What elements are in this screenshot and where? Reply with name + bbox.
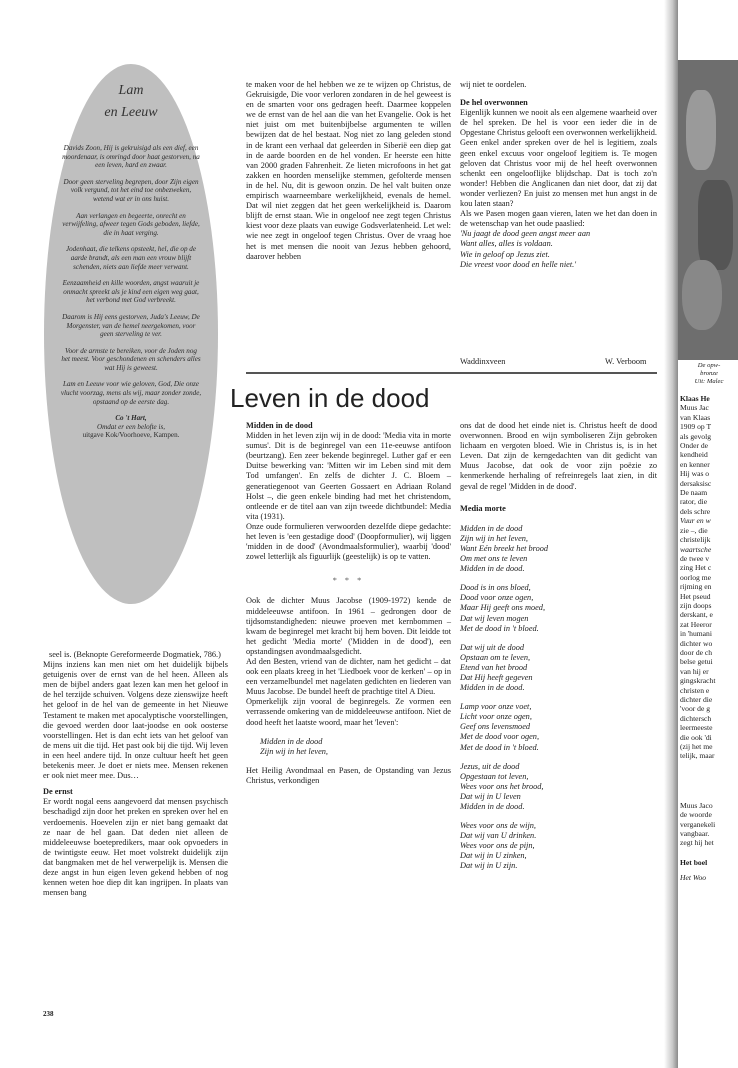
sculpture-photo	[678, 60, 738, 360]
subheading: De hel overwonnen	[460, 98, 528, 108]
signature-author: W. Verboom	[605, 357, 647, 366]
column-3-lower-text	[460, 421, 657, 881]
paragraph: Eigenlijk kunnen we nooit als een algemene waarheid over de hel spreken. De hel is voor een ieder die in de Opgestane Christus gelooft een overwonnen werkelijkheid. Geen enkel ander spreken over de hel is legitiem, zoals geen enkel excuus voor ongeloof legitiem is. Te mogen geloven dat Christus voor mij de hel heeft overwonnen schenkt een ongelooflijke blijdschap. Dat is toch zo'n wonder! Hebben die Anglicanen dan niet door, dat zij dat wonder verliezen? En juist zo mensen met hun angst in de kou laten staan?	[460, 108, 657, 209]
subheading: Klaas He	[680, 394, 710, 403]
paragraph: Mijns inziens kan men niet om het duidelijk bijbels getuigenis over de ernst van de hel heen. Alleen als men de bijbel anders gaat lezen kan men het geloof in de hel terzijde schuiven. Volgens deze zienswijze heeft het geloof in de hel van de gemeente in het Nieuwe Testament te maken met apocalyptische voorstellingen, die gevoed werden door laat-joodse en ook oosterse voorstellingen. Het is dan echt iets van het geloof van de mens uit die tijd. Het past ook bij die tijd. Wij leven in een heel andere tijd. In onze cultuur heeft het geen betekenis meer. Je doet er niets mee. Mensen rekenen er ook niet meer mee. Dus…	[43, 660, 228, 781]
subheading: Het boel	[680, 857, 708, 867]
paragraph: Midden in het leven zijn wij in de dood: 'Media vita in morte sumus'. Dit is de beginregel van een 11e-eeuwse antifoon (beurtzang). Een zeer bekende beginregel. Luther gaf er een Duitse bewerking van: 'Mitten wir im Leben sind mit dem Tod umfangen'. En zelfs de dichter J. C. Bloem – generatiegenoot van Geerten Gossaert en Adriaan Roland Holst –, die geen enkele binding had met het christendom, ontleende er de titel aan van zijn tweede dichtbundel: Media vita (1931).	[246, 431, 451, 521]
column-3-text	[460, 80, 657, 270]
quote: 'Nu jaagt de dood geen angst meer aan Want alles, alles is voldaan. Wie in geloof op Jezus ziet. Die vreest voor dood en helle niet.'	[460, 229, 591, 269]
subheading: Media morte	[460, 503, 506, 513]
subheading: De ernst	[43, 787, 73, 797]
poem-stanza: Lam en Leeuw voor wie geloven, God, Die onze vlucht voorzag, mens als wij, maar zonder zonde, opstaand op de eerste dag.	[60, 380, 202, 406]
paragraph: Er wordt nogal eens aangevoerd dat mensen psychisch beschadigd zijn door het preken en spreken over hel en verdoemenis. Hoevelen zijn er niet bang gemaakt dat ze naar de hel gaan. Dat deden niet alleen de middeleeuwse boetepredikers, maar ook opvoeders in de twintigste eeuw. Het moet volstrekt duidelijk zijn dat bangmaken met de hel verwerpelijk is. Mensen die deze angst in hun eigen leven gekend hebben of nog kennen weten hoe diep dit kan ingrijpen. In plaats van mensen bang	[43, 797, 228, 898]
column-1-text	[43, 650, 228, 898]
poem-stanza: Eenzaamheid en kille woorden, angst waaruit je onmacht spreekt als je kind een eigen weg gaat, het verbond met God verbreekt.	[62, 279, 200, 305]
paragraph: Als we Pasen mogen gaan vieren, laten we het dan doen in de wetenschap van het oude paaslied:	[460, 209, 657, 229]
paragraph: wij niet te oordelen.	[460, 80, 527, 89]
paragraph: te maken voor de hel hebben we ze te wijzen op Christus, de Gekruisigde, Die voor verloren zondaren in de hel geweest is en de smarten voor ons gedragen heeft. Daarmee koppelen we de ernst van de hel aan die van het Evangelie. Ook is het niet juist om met buitenbijbelse argumenten te willen bewijzen dat de hel bestaat. Nog niet zo lang geleden stond in de krant een verhaal dat geleerden in Siberië een diep gat in de aarde boorden en de hel vonden. Er heerste een hitte van 2000 graden Fahrenheit. Ze lieten microfoons in het gat zakken en hoorden menselijke stemmen, gefolterde mensen in de hel. Nu, dit is gewoon onzin. De hel valt buiten onze empirisch waarneembare werkelijkheid, evenals de hemel. Dat wil niet zeggen dat het geen werkelijkheid is. Daarom blijft de ernst staan. Wie in ongeloof nee zegt tegen Christus kiest voor deze plaats van euwige Godsverlatenheid. Let wel: wie nee zegt in ongeloof tegen Christus. Over de vraag hoe het is met mensen die nooit van Jezus hebben gehoord, daarover hebben	[246, 80, 451, 261]
poem-stanza: Lamp voor onze voet, Licht voor onze ogen, Geef ons levensmoed Met de dood voor ogen, Met de dood in 't bloed.	[460, 702, 540, 752]
poem-stanza: Dood is in ons bloed, Dood voor onze ogen, Maar Hij geeft ons moed, Dat wij leven mogen Met de dood in 't bloed.	[460, 583, 546, 633]
cutoff-lines: Muus Jac van Klaas 1909 op T als gevolg Onder de kendheid en kenner Hij was o dersaksisc De naam rator, die dels schre Vuur en w zie –, die christelijk waartsche de twee v zing Het c oorlog me rijming en Het pseud zijn doops derskant, e zat Heeror in 'humani dichter wo door de ch belse getui van hij er gingskracht christen e dichter die 'voor de g dichtersch leermeeste die ook 'di (zij het me telijk, maar	[680, 403, 716, 761]
article-title: Leven in de dood	[230, 383, 430, 413]
poem-stanza: Midden in de dood Zijn wij in het leven, Want Eén breekt het brood Om met ons te leven Midden in de dood.	[460, 523, 549, 574]
paragraph: Het Heilig Avondmaal en Pasen, de Opstanding van Jezus Christus, verkondigen	[246, 765, 451, 785]
poem-lam-en-leeuw	[60, 80, 202, 600]
paragraph: ons dat de dood het einde niet is. Christus heeft de dood overwonnen. Brood en wijn symboliseren Zijn gebroken lichaam en vergoten bloed. Wie in Christus is, is in het Leven. Dat zijn de kerngedachten van dit gedicht van Muus Jacobse, dat ook de voor zijn poëzie zo kenmerkende herhaling of refreinregels laat zien, in dit geval de regel 'Midden in de dood'.	[460, 421, 657, 491]
poem-stanza: Aan verlangen en begeerte, onrecht en verwijfeling, afweer tegen Gods geboden, liefde, die in haat verging.	[62, 211, 200, 237]
cutoff-lines-2: Muus Jaco de woorde verganekeli vangbaar. zegt hij het	[680, 800, 716, 848]
photo-caption: De opw- bronze Uit: Malec	[694, 362, 724, 385]
section-break: * * *	[332, 576, 365, 586]
page-gutter	[664, 0, 678, 1068]
right-column-cutoff: De opw- bronze Uit: Malec Klaas He Muus Jac van Klaas 1909 op T als gevolg Onder de kendheid en kenner Hij was o dersaksisc De naam rator, die dels schre Vuur en w zie –, die christelijk waartsche de twee v zing Het c oorlog me rijming en Het pseud zijn doops derskant, e zat Heeror in 'humani dichter wo door de ch belse getui van hij er gingskracht christen e dichter die 'voor de g dichtersch leermeeste die ook 'di (zij het me telijk, maar Muus Jaco de woorde verganekeli vangbaar. zegt hij het Het boel Het Woo	[680, 362, 738, 883]
poem-stanza: Door geen sterveling begrepen, door Zijn eigen volk vergund, tot het eind toe onbezweken, wetend wat er in ons huist.	[63, 177, 199, 203]
paragraph: Onze oude formulieren verwoorden dezelfde diepe gedachte: het leven is 'een gestadige dood' (Doopformulier), wij liggen 'midden in de dood' (Avondmaalsformulier), waarbij 'dood' zowel letterlijk als figuurlijk (geestelijk) is op te vatten.	[246, 521, 451, 562]
paragraph: Ad den Besten, vriend van de dichter, nam het gedicht – dat ook een plaats kreeg in het 'Liedboek voor de kerken' – op in een verzamelbundel met nagelaten gedichten en liederen van Muus Jacobse. De bundel heeft de prachtige titel A Dieu.	[246, 656, 451, 697]
column-2-lower-text	[246, 421, 451, 786]
page-number: 238	[43, 1010, 54, 1018]
poem-stanza: Jezus, uit de dood Opgestaan tot leven, Wees voor ons het brood, Dat wij in U leven Midden in de dood.	[460, 761, 544, 811]
poem-stanza: Dat wij uit de dood Opstaan om te leven, Etend van het brood Dat Hij heeft gegeven Midden in de dood.	[460, 642, 533, 693]
poem-credit: Co 't Hart, Omdat er een belofte is, uitgave Kok/Voorhoeve, Kampen.	[82, 414, 180, 440]
paragraph: seel is. (Beknopte Gereformeerde Dogmatiek, 786.)	[49, 650, 221, 659]
poem-stanza: Daarom is Hij eens gestorven, Juda's Leeuw, De Morgenster, van de hemel neergekomen, voor geen sterveling te ver.	[62, 312, 200, 339]
article-divider	[246, 372, 657, 374]
paragraph: Opmerkelijk zijn vooral de beginregels. Ze vormen een verrassende omkering van de middeleeuwse antifoon. Niet de dood heeft het laatste woord, maar het 'leven':	[246, 697, 451, 727]
poem-stanza: Davids Zoon, Hij is gekruisigd als een dief, een moordenaar, is omringd door haat gestorven, na een leven, hard en zwaar.	[62, 144, 200, 170]
poem-stanza: Jodenhaat, die telkens opsteekt, hel, die op de aarde brandt, als een man een vrouw blijft schenden, niets aan liefde meer verwant.	[65, 245, 196, 271]
paragraph: Ook de dichter Muus Jacobse (1909-1972) kende de middeleeuwse antifoon. In 1961 – gedrongen door de tijdsomstandigheden: nieuwe proeven met kernbommen – kwam de beginregel met kracht bij hem boven. Dit leidde tot het gedicht 'Media morte' ('Midden in de dood'), een opstandingsen avondmaalsgedicht.	[246, 596, 451, 656]
signature-place: Waddinxveen	[460, 357, 506, 366]
column-2-text	[246, 80, 451, 262]
poem-stanza: Voor de armste te bereiken, voor de Joden nog het meest. Voor geschondenen en schenders alles wat Hij is geweest.	[61, 346, 201, 372]
poem-title: Lam en Leeuw	[104, 83, 158, 120]
subheading: Midden in de dood	[246, 421, 313, 430]
poem-stanza: Wees voor ons de wijn, Dat wij van U drinken. Wees voor ons de pijn, Dat wij in U zinken, Dat wij in U zijn.	[460, 821, 537, 871]
quote: Midden in de dood Zijn wij in het leven,	[260, 736, 328, 756]
